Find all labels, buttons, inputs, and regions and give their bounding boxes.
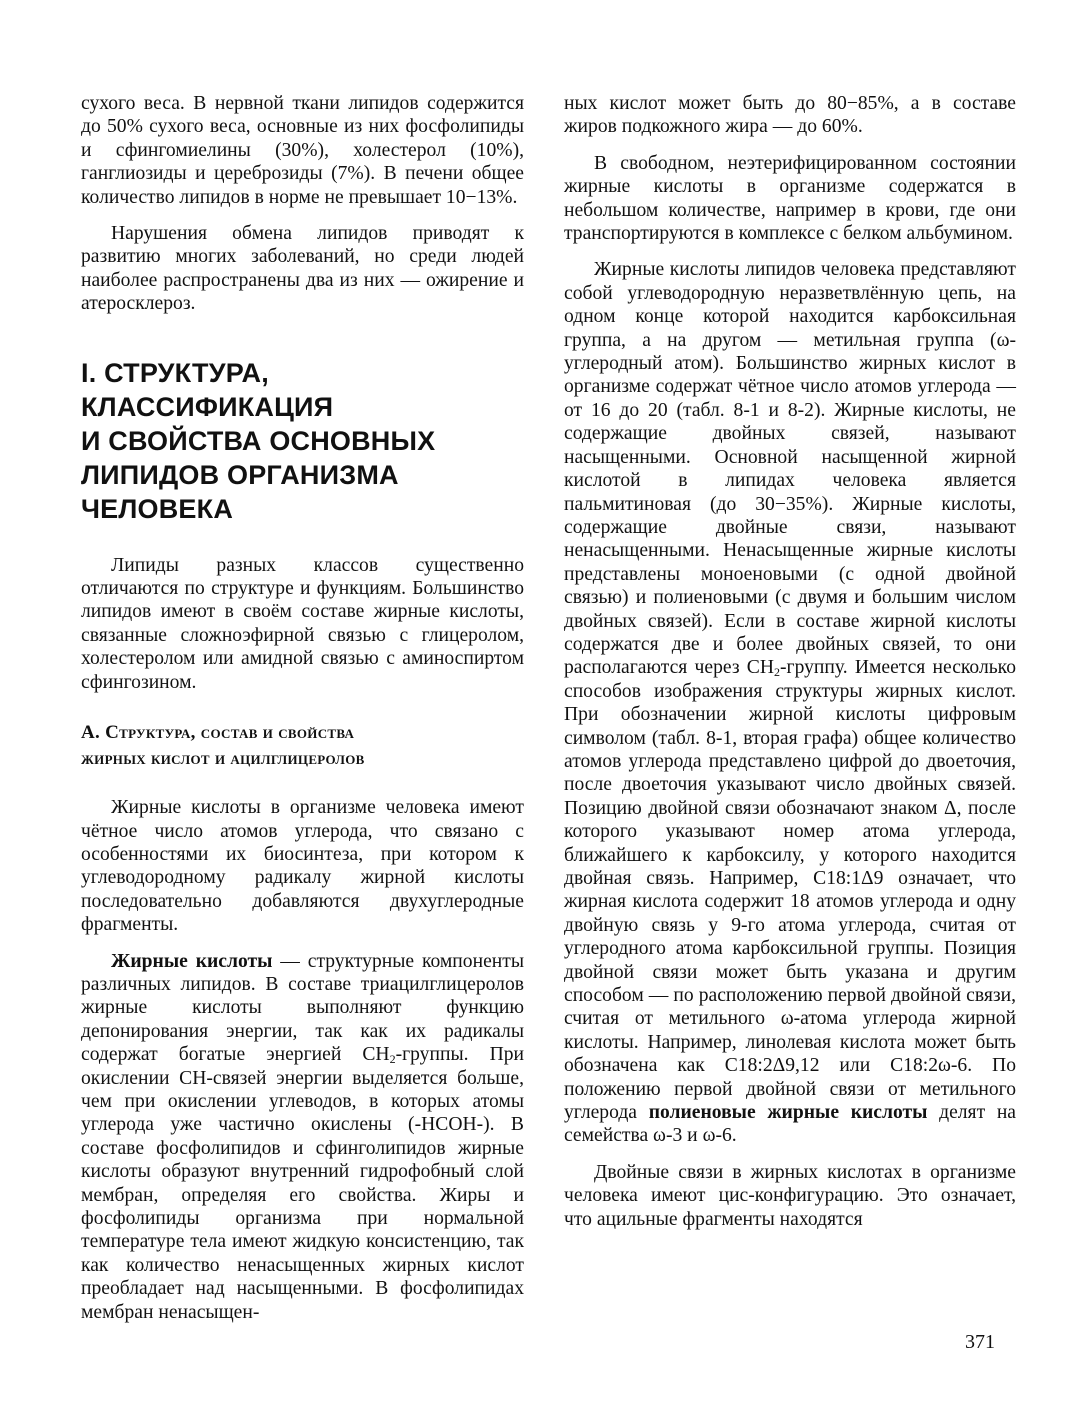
paragraph-text: -группу. Имеется несколько способов изображения структуры жирных кислот. При обозначении жирной кислоты цифровым символом (табл. 8-1, вторая графа) общее количество атомов углерода представлено цифрой до двоеточия, после двоеточия указывают число двойных связей. Позицию двойной связи обозначают знаком Δ, после которого указывают номер атома углерода, ближайшего к карбоксилу, у которого находится двойная связь. Например, C18:1Δ9 означает, что жирная кислота содержит 18 атомов углерода и одну двойную связь у 9-го атома углерода, считая от углеродного атома карбоксильной группы. Позиция двойной связи может быть указана и другим способом — по расположению первой двойной связи, считая от метильного ω-атома углерода жирной кислоты. Например, линолевая кислота может быть обозначена как C18:2Δ9,12 или C18:2ω-6. По положению первой двойной связи от метильного углерода (564, 657, 1016, 1124)
chapter-title-line: I. СТРУКТУРА, (81, 357, 269, 388)
paragraph: Липиды разных классов существенно отличаются по структуре и функциям. Большинство липидов имеют в своём составе жирные кислоты, связанные сложноэфирной связью с глицеролом, холестеролом или амидной связью с аминоспиртом сфингозином. (81, 554, 524, 693)
paragraph: Жирные кислоты в организме человека имеют чётное число атомов углерода, что связано с особенностями их биосинтеза, при котором к углеводородному радикалу жирной кислоты последовательно добавляются двухуглеродные фрагменты. (81, 797, 524, 936)
chapter-title-line: И СВОЙСТВА ОСНОВНЫХ (81, 425, 436, 456)
chapter-title-line: ЧЕЛОВЕКА (81, 493, 234, 524)
paragraph: Нарушения обмена липидов приводят к развитию многих заболеваний, но среди людей наиболее распространены два из них — ожирение и атеросклероз. (81, 223, 524, 315)
section-title-line: жирных кислот и ацилглицеролов (81, 748, 365, 770)
paragraph (564, 258, 1016, 1147)
paragraph: Двойные связи в жирных кислотах в организме человека имеют цис-конфигурацию. Это означает, что ацильные фрагменты находятся (564, 1161, 1016, 1230)
subscript: 2 (774, 665, 781, 680)
paragraph-text: — структурные компоненты различных липидов. В составе триацилглицеролов жирные кислоты выполняют функцию депонирования энергии, так как их радикалы содержат богатые энергией CH (81, 950, 524, 1066)
subscript: 2 (389, 1052, 396, 1067)
section-title (81, 720, 524, 772)
bold-term: Жирные кислоты (111, 950, 273, 972)
right-column (564, 92, 1016, 1244)
paragraph-text: делят на семейства ω-3 и ω-6. (564, 1102, 1016, 1147)
paragraph: сухого веса. В нервной ткани липидов содержится до 50% сухого веса, основные из них фосфолипиды и сфингомиелины (30%), холестерол (10%), ганглиозиды и цереброзиды (7%). В печени общее количество липидов в норме не превышает 10−13%. (81, 93, 524, 208)
paragraph-text: -группы. При окислении CH-связей энергии выделяется больше, чем при окислении углеводов, в которых атомы углерода уже частично окислены (-HCOH-). В составе фосфолипидов и сфинголипидов жирные кислоты образуют внутренний гидрофобный слой мембран, определяя его свойства. Жиры и фосфолипиды организма при нормальной температуре тела имеют жидкую консистенцию, так как количество ненасыщенных жирных кислот преобладает над насыщенными. В фосфолипидах мембран ненасыщен- (81, 1044, 524, 1323)
page-number: 371 (965, 1331, 995, 1353)
left-column (81, 92, 524, 1337)
paragraph (81, 950, 524, 1325)
paragraph: В свободном, неэтерифицированном состоянии жирные кислоты в организме содержатся в небольшом количестве, например в крови, где они транспортируются в комплексе с белком альбумином. (564, 152, 1016, 245)
section-title-line: А. Структура, состав и свойства (81, 722, 355, 744)
chapter-title (81, 356, 524, 526)
paragraph-text: Жирные кислоты липидов человека представляют собой углеводородную неразветвлённую цепь, на одном конце которой находится карбоксильная группа, а на другом — метильная группа (ω-углеродный атом). Большинство жирных кислот в организме содержат чётное число атомов углерода — от 16 до 20 (табл. 8-1 и 8-2). Жирные кислоты, не содержащие двойных связей, называют насыщенными. Основной насыщенной жирной кислотой в липидах человека является пальмитиновая (до 30−35%). Жирные кислоты, содержащие двойные связи, называют ненасыщенными. Ненасыщенные жирные кислоты представлены моноеновыми (с одной двойной связью) и полиеновыми (с двумя и большим числом двойных связей). Если в составе жирной кислоты содержатся две и более двойных связей, то они располагаются через CH (564, 259, 1016, 679)
chapter-title-line: ЛИПИДОВ ОРГАНИЗМА (81, 459, 399, 490)
chapter-title-line: КЛАССИФИКАЦИЯ (81, 391, 334, 422)
paragraph: ных кислот может быть до 80−85%, а в составе жиров подкожного жира — до 60%. (564, 93, 1016, 138)
bold-term: полиеновые жирные кислоты (648, 1102, 928, 1124)
